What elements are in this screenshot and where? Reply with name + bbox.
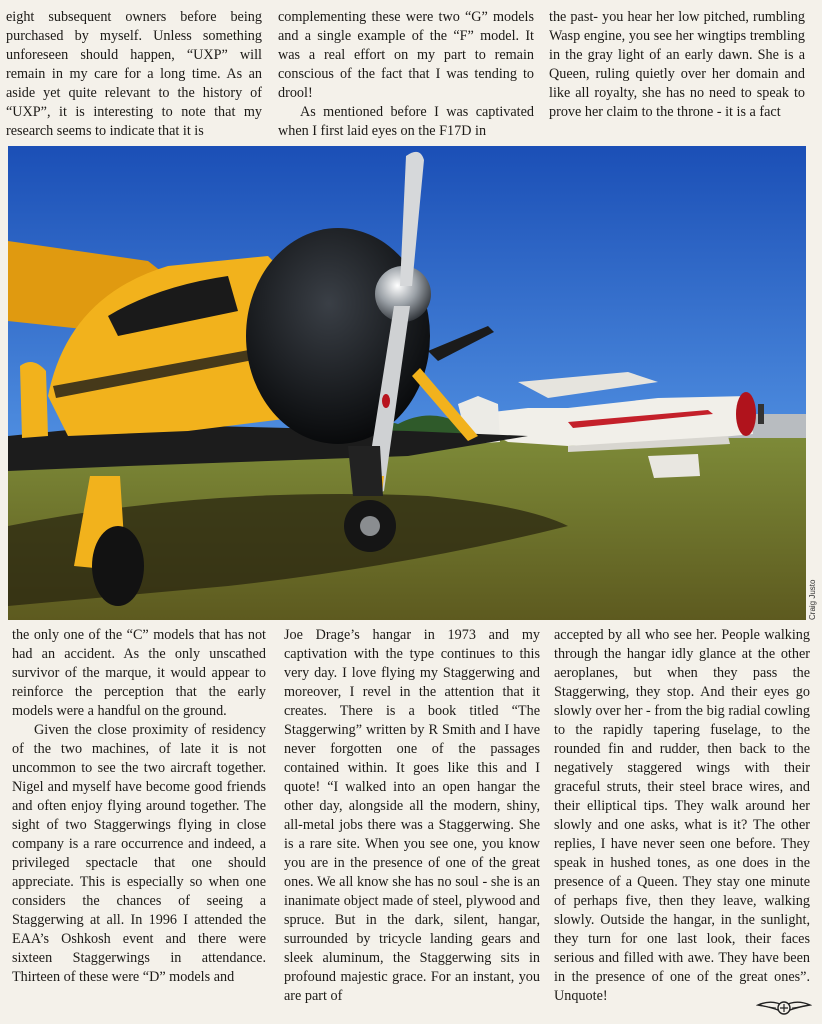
- paragraph: eight subsequent owners before being purchased by myself. Unless something unforeseen should happen, “UXP” will remain in my care for a long time. As an aside yet quite relevant to the history of “UXP”, it is interesting to note that my research seems to indicate that it is: [6, 9, 262, 139]
- text-column-top-2: [278, 8, 534, 141]
- paragraph: the only one of the “C” models that has not had an accident. As the only unscathed survivor of the marque, it would appear to reinforce the perception that the early models were a handful on the ground.: [12, 627, 266, 719]
- text-column-top-1: [6, 8, 262, 141]
- paragraph: Given the close proximity of residency of the two machines, of late it is not uncommon to see the two aircraft together. Nigel and myself have become good friends and often enjoy flying around together. The sight of two Staggerwings flying in close company is a rare occurrence and indeed, a privileged spectacle that one should appreciate. This is especially so when one considers the chances of seeing a Staggerwing at all. In 1996 I attended the EAA’s Oshkosh event and there were sixteen Staggerwings in attendance. Thirteen of these were “D” models and: [12, 722, 266, 985]
- paragraph: the past- you hear her low pitched, rumbling Wasp engine, you see her wingtips trembling in the gray light of an early dawn. She is a Queen, ruling quietly over her domain and like all royalty, she has no need to speak to prove her claim to the throne - it is a fact: [549, 9, 805, 120]
- paragraph: complementing these were two “G” models and a single example of the “F” model. It was a real effort on my part to remain conscious of the fact that I was tending to drool!: [278, 9, 534, 101]
- text-column-bottom-1: [12, 626, 266, 987]
- staggerwing-photo: [8, 146, 806, 620]
- text-column-bottom-3: [554, 626, 810, 1006]
- winged-emblem-icon: [756, 997, 812, 1019]
- text-column-bottom-2: [284, 626, 540, 1006]
- text-column-top-3: [549, 8, 805, 122]
- photo-credit: Craig Justo: [808, 579, 817, 620]
- photo-illustration: [8, 146, 806, 620]
- paragraph: As mentioned before I was captivated when I first laid eyes on the F17D in: [278, 104, 534, 139]
- paragraph: Joe Drage’s hangar in 1973 and my captivation with the type continues to this very day. I love flying my Staggerwing and moreover, I revel in the attention that it creates. There is a book titled “The Staggerwing” written by R Smith and I have never forgotten one of the passages contained within. It goes like this and I quote! “I walked into an open hangar the other day, alongside all the modern, shiny, all-metal jobs there was a Staggerwing. She is a rare site. When you see one, you know you are in the presence of one of the great ones. We all know she has no soul - she is an inanimate object made of steel, plywood and spruce. But in the dark, silent, hangar, surrounded by tricycle landing gears and sleek aluminum, the Staggerwing sits in profound majestic grace. For an instant, you are part of: [284, 627, 540, 1004]
- paragraph: accepted by all who see her. People walking through the hangar idly glance at the other aeroplanes, but when they pass the Staggerwing, they stop. And their eyes go slowly over her - from the big radial cowling to the rapidly tapering fuselage, to the rounded fin and rudder, then back to the negatively staggered wings with their graceful struts, their steel brace wires, and their elliptical tips. They walk around her slowly and one asks, what is it? The other replies, I have never seen one before. They speak in hushed tones, as one does in the presence of a Queen. They stay one minute of perhaps five, then they leave, walking slowly. Outside the hangar, in the sunlight, they turn for one last look, their faces serious and filled with awe. They have been in the presence of one of the great ones”. Unquote!: [554, 627, 810, 1004]
